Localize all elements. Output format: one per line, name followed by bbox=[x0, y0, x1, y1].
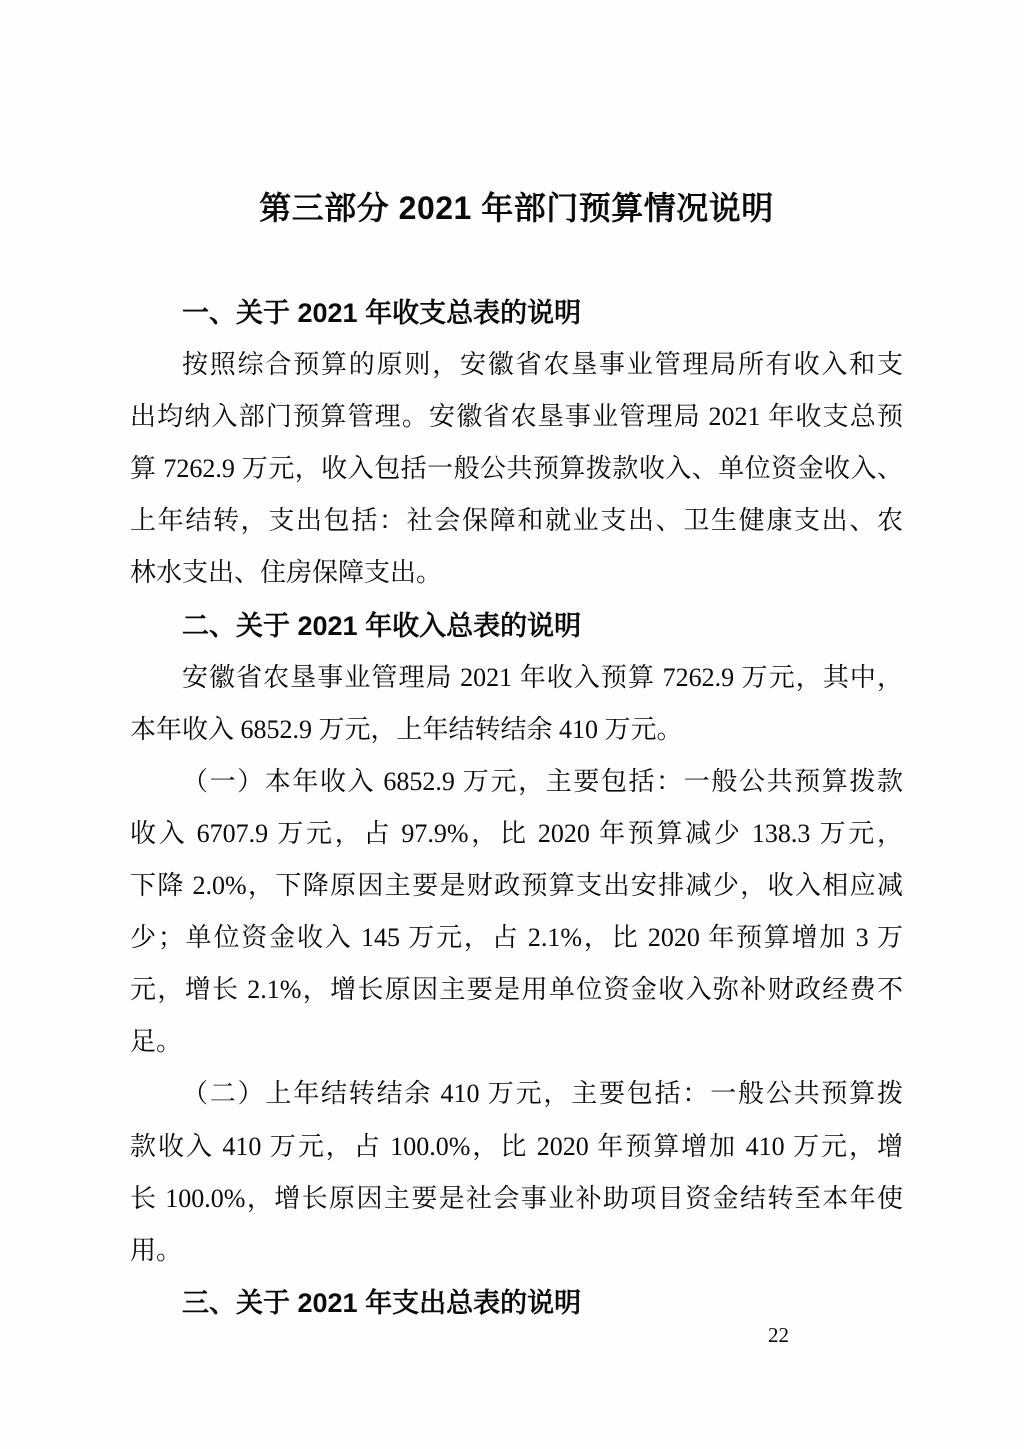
text-line: 算 7262.9 万元，收入包括一般公共预算拨款收入、单位资金收入、 bbox=[130, 454, 903, 484]
text-line: 长 100.0%，增长原因主要是社会事业补助项目资金结转至本年使 bbox=[130, 1183, 903, 1213]
document-title: 第三部分 2021 年部门预算情况说明 bbox=[259, 190, 774, 226]
text-line: 本年收入 6852.9 万元，上年结转结余 410 万元。 bbox=[130, 714, 683, 744]
text-line: 元，增长 2.1%，增长原因主要是用单位资金收入弥补财政经费不 bbox=[130, 975, 903, 1005]
text-line: 少；单位资金收入 145 万元，占 2.1%，比 2020 年预算增加 3 万 bbox=[130, 923, 903, 953]
text-line: 林水支出、住房保障支出。 bbox=[130, 558, 443, 588]
section-heading-1: 一、关于 2021 年收支总表的说明 bbox=[182, 298, 582, 328]
text-line: （二）上年结转结余 410 万元，主要包括：一般公共预算拨 bbox=[182, 1079, 903, 1109]
text-line: 上年结转，支出包括：社会保障和就业支出、卫生健康支出、农 bbox=[130, 506, 903, 536]
text-line: 收入 6707.9 万元，占 97.9%，比 2020 年预算减少 138.3 万元， bbox=[130, 818, 903, 848]
text-line: 下降 2.0%，下降原因主要是财政预算支出安排减少，收入相应减 bbox=[130, 871, 903, 901]
text-line: 安徽省农垦事业管理局 2021 年收入预算 7262.9 万元，其中， bbox=[182, 662, 903, 692]
page-number: 22 bbox=[768, 1323, 789, 1347]
text-line: 按照综合预算的原则，安徽省农垦事业管理局所有收入和支 bbox=[182, 350, 903, 380]
section-heading-2: 二、关于 2021 年收入总表的说明 bbox=[182, 610, 582, 641]
text-line: 款收入 410 万元，占 100.0%，比 2020 年预算增加 410 万元，增 bbox=[130, 1131, 903, 1161]
text-line: 出均纳入部门预算管理。安徽省农垦事业管理局 2021 年收支总预 bbox=[130, 402, 903, 432]
section-heading-3: 三、关于 2021 年支出总表的说明 bbox=[182, 1287, 582, 1318]
text-line: （一）本年收入 6852.9 万元，主要包括：一般公共预算拨款 bbox=[182, 766, 903, 796]
document-body bbox=[130, 287, 903, 1329]
text-line: 用。 bbox=[130, 1235, 183, 1265]
text-line: 足。 bbox=[130, 1027, 183, 1057]
